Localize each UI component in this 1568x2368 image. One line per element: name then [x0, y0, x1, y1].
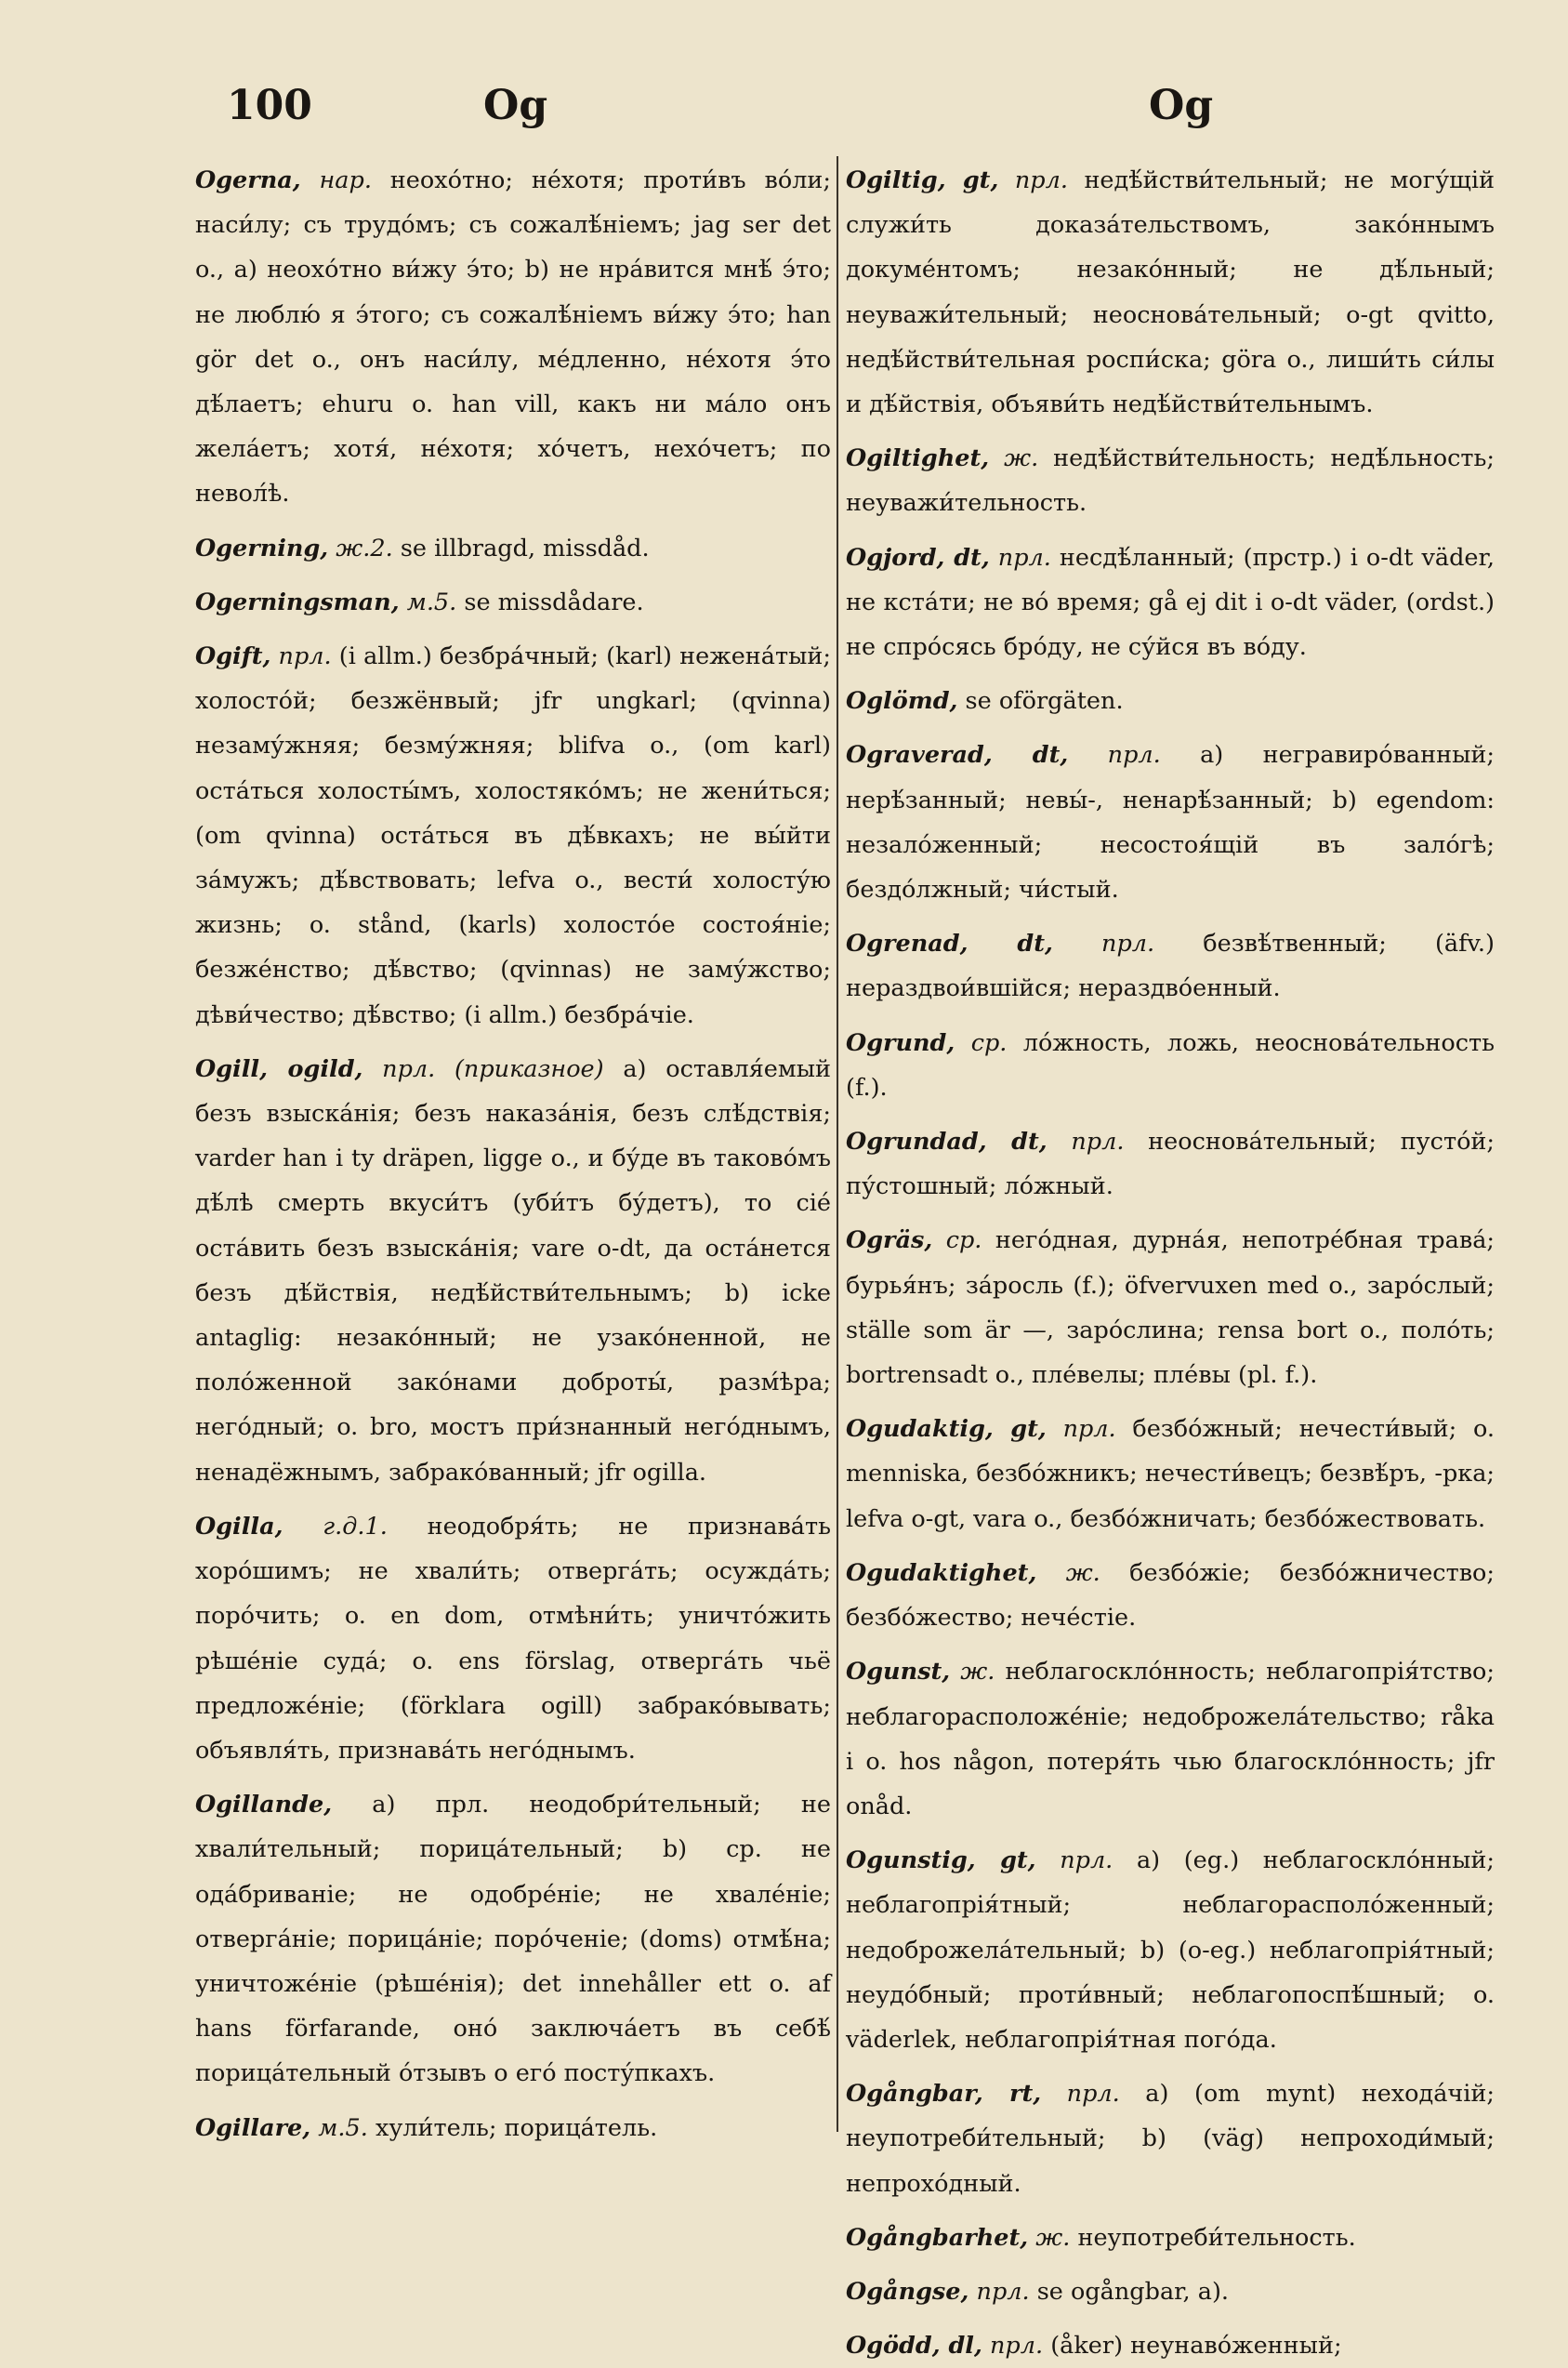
entry-grammar: прл.: [1066, 2080, 1120, 2109]
entry-definition: недѣ́йстви́тельный; не могу́щій служи́ть доказа́тельствомъ, зако́ннымъ докуме́нтомъ; незако́нный; не дѣ́льный; неуважи́тельный; неоснова́тельный; o-gt qvitto, недѣ́йстви́тельная роспи́ска; göra o., лиши́ть си́лы и дѣ́йствія, объяви́ть недѣ́йстви́тельнымъ.: [846, 166, 1495, 419]
entry-lemma: Ogångbarhet,: [846, 2223, 1029, 2252]
dictionary-entry: [846, 158, 1495, 427]
right-headword: Og: [1149, 82, 1214, 129]
dictionary-entry: [846, 733, 1495, 912]
entry-lemma: Ogudaktig, gt,: [846, 1415, 1047, 1444]
entry-lemma: Ogrenad, dt,: [846, 930, 1053, 959]
entry-definition: несдѣ́ланный; (прстр.) i o-dt väder, не кста́ти; не во́ время; gå ej dit i o-dt väder, (ordst.) не спро́сясь бро́ду, не су́йся въ во́ду.: [846, 543, 1496, 662]
entry-grammar: г.д.1.: [323, 1512, 388, 1541]
entry-grammar: м.5.: [318, 2113, 368, 2142]
entry-grammar: ж.: [960, 1658, 995, 1687]
entry-grammar: ср.: [945, 1226, 982, 1255]
dictionary-entry: [846, 921, 1495, 1011]
dictionary-entry: [195, 580, 831, 625]
page-header: [0, 82, 1568, 138]
right-column: [846, 158, 1496, 2361]
entry-grammar: прл.: [976, 2277, 1030, 2306]
entry-lemma: Ogunstig, gt,: [846, 1846, 1036, 1875]
entry-lemma: Ogiltighet,: [846, 444, 990, 473]
entry-lemma: Ogilla,: [195, 1512, 283, 1541]
entry-grammar: ж.: [1035, 2223, 1071, 2252]
entry-definition: (i allm.) безбра́чный; (karl) нежена́тый; холосто́й; безжёнвый; jfr ungkarl; (qvinna) незаму́жняя; безму́жняя; blifva o., (om karl) оста́ться холосты́мъ, холостяко́мъ; не жени́ться; (om qvinna) оста́ться въ дѣ́вкахъ; не вы́йти за́мужъ; дѣ́вствовать; lefva o., вести́ холосту́ю жизнь; o. stånd, (karls) холосто́е состоя́ніе; безже́нство; дѣ́вство; (qvinnas) не заму́жство; дѣви́чество; дѣ́вство; (i allm.) безбра́чіе.: [195, 642, 831, 1029]
entry-grammar: прл.: [1071, 1128, 1125, 1157]
dictionary-entry: [195, 1047, 831, 1495]
entry-definition: неоснова́тельный; пусто́й; пу́стошный; ло́жный.: [846, 1128, 1496, 1201]
entry-definition: se missdådare.: [464, 588, 644, 616]
entry-grammar: ж.: [1065, 1558, 1100, 1587]
dictionary-entry: [846, 1021, 1495, 1110]
entry-lemma: Ogillande,: [195, 1791, 333, 1819]
entry-lemma: Ogiltig, gt,: [846, 166, 999, 194]
dictionary-entry: [846, 679, 1495, 723]
entry-definition: se ogångbar, a).: [1036, 2277, 1230, 2306]
entry-grammar: ср.: [970, 1028, 1008, 1057]
entry-definition: se illbragd, missdåd.: [400, 534, 650, 562]
entry-definition: a) (om mynt) нехода́чій; неупотреби́тельный; b) (väg) непроходи́мый; непрохо́дный.: [846, 2080, 1496, 2198]
entry-grammar: прл. (приказное): [382, 1054, 604, 1083]
dictionary-entry: [846, 1119, 1495, 1209]
entry-lemma: Ogerning,: [195, 534, 329, 562]
entry-definition: a) (eg.) неблагоскло́нный; неблагопрія́тный; неблагорасполо́женный; недоброжела́тельный; b) (o-eg.) неблагопрія́тный; неудо́бный; проти́вный; неблагопоспѣ́шный; o. väderlek, неблагопрія́тная пого́да.: [846, 1846, 1495, 2054]
entry-definition: безбо́жный; нечести́вый; o. menniska, безбо́жникъ; нечести́вецъ; безвѣ́ръ, -рка; lefva o-gt, vara o., безбо́жничать; безбо́жествовать.: [846, 1415, 1495, 1533]
entry-lemma: Ograverad, dt,: [846, 741, 1069, 770]
entry-definition: (åker) неунаво́женный;: [1050, 2332, 1342, 2361]
entry-grammar: прл.: [997, 543, 1051, 572]
entry-lemma: Ogödd, dl,: [846, 2332, 982, 2361]
entry-definition: безбо́жіе; безбо́жничество; безбо́жество; нече́стіе.: [846, 1558, 1495, 1633]
entry-grammar: прл.: [989, 2332, 1044, 2361]
entry-definition: a) негравиро́ванный; нерѣ́занный; невы́-, ненарѣ́занный; b) egendom: незало́женный; несостоя́щій въ зало́гѣ; бездо́лжный; чи́стый.: [846, 741, 1496, 905]
entry-grammar: прл.: [1014, 166, 1068, 194]
page-number: 100: [227, 82, 312, 129]
entry-definition: недѣ́йстви́тельность; недѣ́льность; неуважи́тельность.: [846, 444, 1495, 518]
dictionary-entry: [846, 2071, 1495, 2206]
entry-definition: него́дная, дурна́я, непотре́бная трава́; бурья́нъ; за́росль (f.); öfvervuxen med o., заро́слый; ställe som är —, заро́слина; rensa bort o., поло́ть; bortrensadt o., пле́велы; пле́вы (pl. f.).: [846, 1226, 1495, 1390]
dictionary-entry: [195, 1504, 831, 1773]
entry-grammar: прл.: [1101, 930, 1155, 959]
column-divider: [837, 156, 838, 2132]
dictionary-entry: [195, 158, 831, 517]
dictionary-entry: [846, 1218, 1495, 1397]
entry-grammar: прл.: [1107, 741, 1161, 770]
entry-grammar: прл.: [1062, 1415, 1116, 1444]
dictionary-entry: [195, 634, 831, 1038]
entry-lemma: Ogrund,: [846, 1028, 955, 1057]
dictionary-entry: [846, 436, 1495, 525]
entry-definition: a) прл. неодобри́тельный; не хвали́тельный; порица́тельный; b) ср. не ода́бриваніе; не одобре́ніе; не хвале́ніе; отверга́ніе; порица́ніе; поро́ченіе; (doms) отмѣ́на; уничтоже́ніе (рѣше́нія); det innehåller ett o. af hans förfarande, оно́ заключа́етъ въ себѣ́ порица́тельный о́тзывъ о его́ посту́пкахъ.: [195, 1791, 831, 2088]
entry-grammar: ж.2.: [336, 534, 393, 562]
entry-lemma: Ogerna,: [195, 166, 301, 194]
entry-grammar: прл.: [1060, 1846, 1113, 1875]
entry-definition: неохо́тно; не́хотя; проти́въ во́ли; наси́лу; съ трудо́мъ; съ сожалѣ́ніемъ; jag ser det o., a) неохо́тно ви́жу э́то; b) не нра́вится мнѣ́ э́то; не люблю́ я э́того; съ сожалѣ́ніемъ ви́жу э́то; han gör det o., онъ наси́лу, ме́дленно, не́хотя э́то дѣ́лаетъ; ehuru o. han vill, какъ ни ма́ло онъ жела́етъ; хотя́, не́хотя; хо́четъ, нехо́четъ; по невол́ѣ.: [195, 166, 831, 509]
dictionary-entry: [846, 1551, 1495, 1640]
entry-grammar: прл.: [278, 642, 332, 671]
entry-definition: ло́жность, ложь, неоснова́тельность (f.).: [846, 1028, 1495, 1102]
left-column: [195, 158, 831, 2277]
entry-lemma: Ogill, ogild,: [195, 1054, 363, 1083]
entry-lemma: Ogerningsman,: [195, 588, 400, 616]
entry-lemma: Ogunst,: [846, 1658, 951, 1687]
dictionary-entry: [195, 526, 831, 571]
dictionary-entry: [846, 536, 1495, 670]
dictionary-entry: [195, 2106, 831, 2150]
entry-lemma: Ogift,: [195, 642, 271, 671]
entry-lemma: Ogångse,: [846, 2277, 969, 2306]
dictionary-entry: [846, 1838, 1495, 2062]
entry-grammar: м.5.: [406, 588, 457, 616]
dictionary-entry: [846, 1407, 1495, 1541]
entry-definition: a) оставля́емый безъ взыска́нія; безъ наказа́нія, безъ слѣ́дствія; varder han i ty dräpen, ligge o., и бу́де въ таково́мъ дѣ́лѣ смерть вкуси́тъ (уби́тъ бу́детъ), то сіе́ оста́вить безъ взыска́нія; vare o-dt, да оста́нется безъ дѣ́йствія, недѣ́йстви́тельнымъ; b) icke antaglig: незако́нный; не узако́ненной, не поло́женной зако́нами доброты́, разм́ѣра; него́дный; o. bro, мостъ при́знанный него́днымъ, ненадёжнымъ, забрако́ванный; jfr ogilla.: [195, 1054, 832, 1487]
entry-lemma: Ogudaktighet,: [846, 1558, 1037, 1587]
dictionary-entry: [846, 2323, 1495, 2368]
entry-lemma: Ogräs,: [846, 1226, 933, 1255]
dictionary-entry: [846, 2216, 1495, 2260]
entry-definition: неблагоскло́нность; неблагопрія́тство; неблагорасположе́ніе; недоброжела́тельство; råka i o. hos någon, потеря́ть чью благоскло́нность; jfr onåd.: [846, 1658, 1495, 1820]
entry-lemma: Ogjord, dt,: [846, 543, 990, 572]
entry-grammar: нар.: [319, 166, 372, 194]
entry-grammar: ж.: [1004, 444, 1039, 473]
dictionary-entry: [846, 2269, 1495, 2314]
left-headword: Og: [483, 82, 548, 129]
entry-lemma: Ogångbar, rt,: [846, 2080, 1042, 2109]
entry-lemma: Ogrundad, dt,: [846, 1128, 1048, 1157]
entry-definition: неодобря́ть; не признава́ть хоро́шимъ; не хвали́ть; отверга́ть; осужда́ть; поро́чить; o. en dom, отмѣни́ть; уничто́жить рѣше́ніе суда́; o. ens förslag, отверга́ть чьё предложе́ніе; (förklara ogill) забрако́вывать; объявля́ть, признава́ть него́днымъ.: [195, 1512, 831, 1765]
entry-lemma: Ogillare,: [195, 2113, 311, 2142]
entry-definition: неупотреби́тельность.: [1077, 2223, 1356, 2252]
dictionary-entry: [846, 1649, 1495, 1829]
entry-definition: безвѣ́твенный; (äfv.) нераздвои́вшійся; нераздво́енный.: [846, 930, 1495, 1003]
dictionary-entry: [195, 1782, 831, 2096]
entry-definition: se oförgäten.: [965, 687, 1124, 716]
entry-definition: хули́тель; порица́тель.: [375, 2113, 658, 2142]
entry-lemma: Oglömd,: [846, 687, 958, 716]
